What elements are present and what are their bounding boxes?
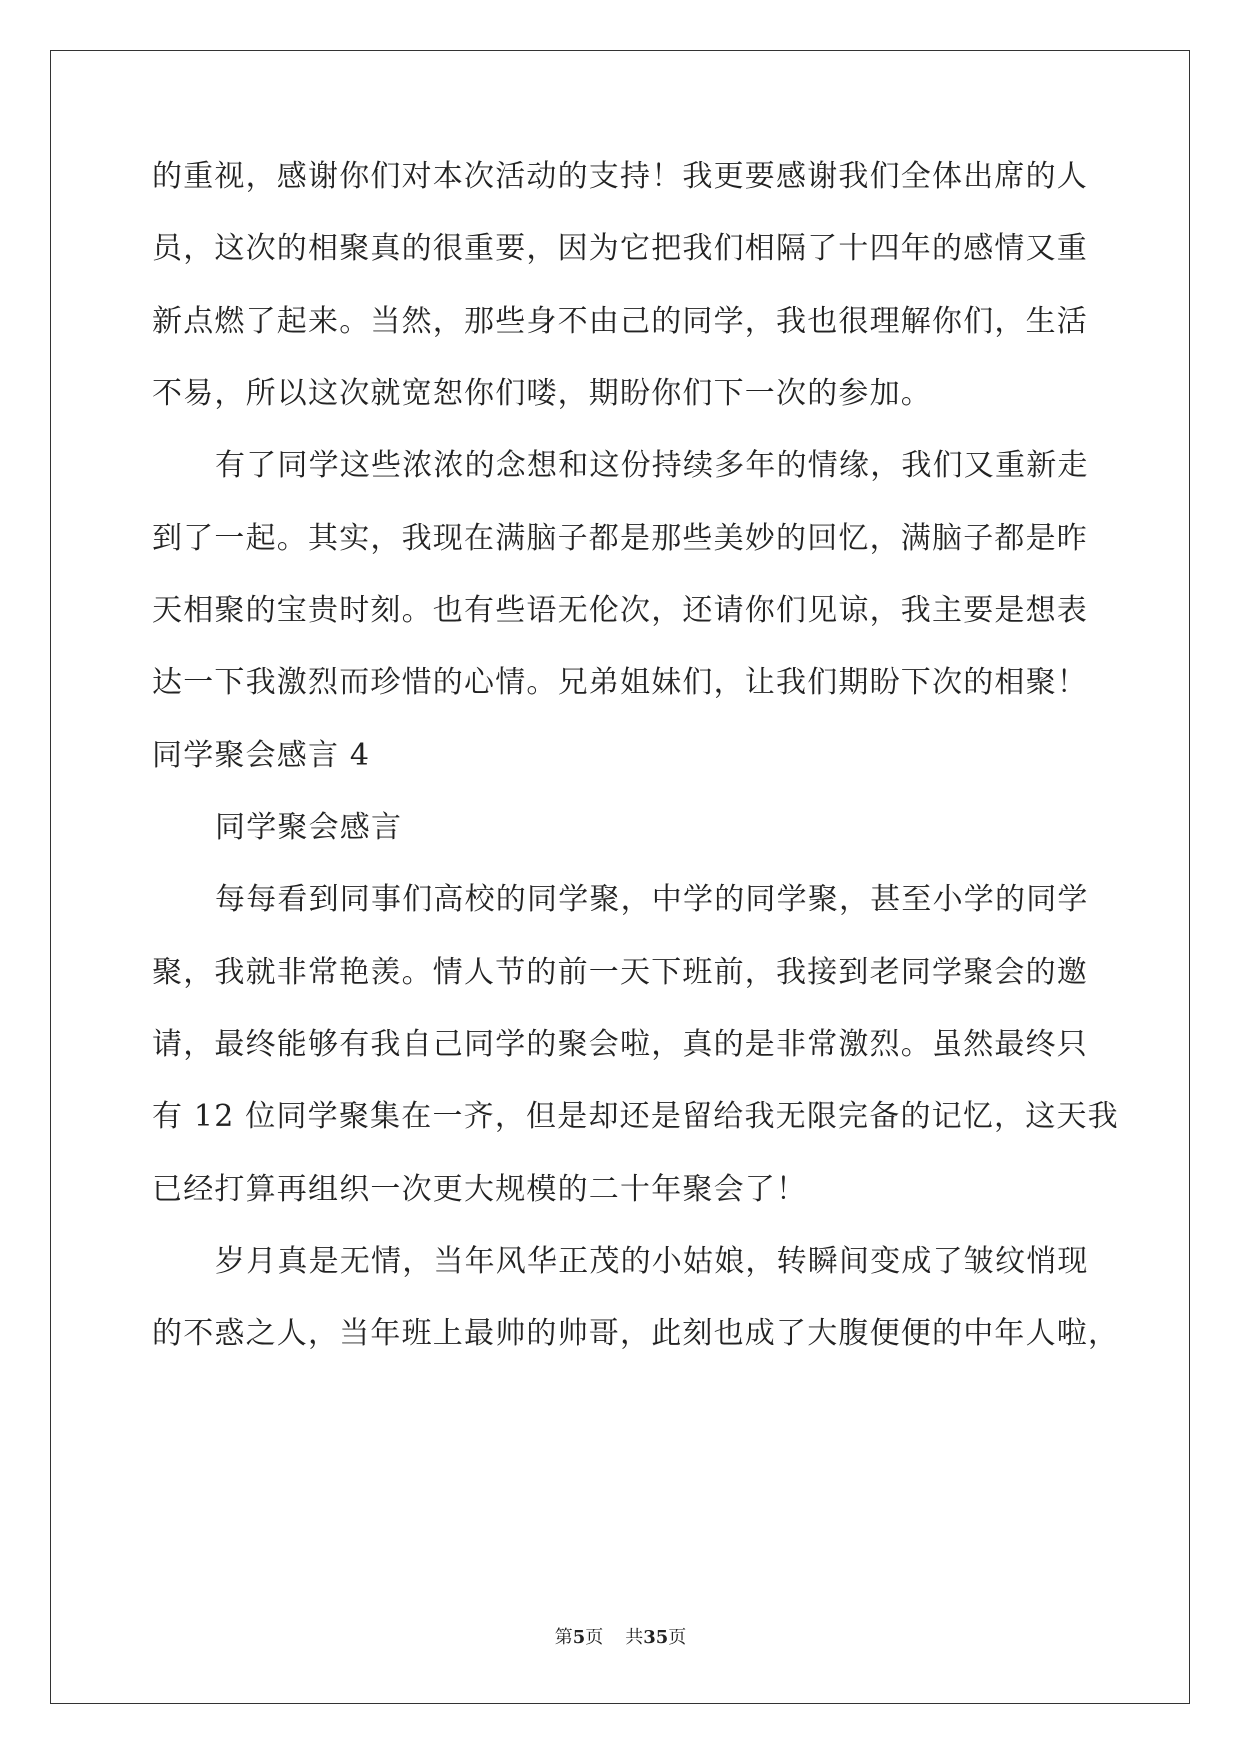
paragraph-line: 聚，我就非常艳羡。情人节的前一天下班前，我接到老同学聚会的邀 (152, 955, 1088, 990)
paragraph-line: 达一下我激烈而珍惜的心情。兄弟姐妹们，让我们期盼下次的相聚！ (152, 665, 1088, 700)
page-suffix: 页 (585, 1627, 604, 1648)
paragraph-line: 有 12 位同学聚集在一齐，但是却还是留给我无限完备的记忆，这天我 (152, 1099, 1119, 1134)
paragraph-line: 新点燃了起来。当然，那些身不由己的同学，我也很理解你们，生活 (152, 304, 1088, 339)
total-suffix: 页 (668, 1627, 687, 1648)
paragraph-line: 的不惑之人，当年班上最帅的帅哥，此刻也成了大腹便便的中年人啦， (152, 1316, 1120, 1351)
section-subtitle: 同学聚会感言 (215, 810, 403, 845)
paragraph-line: 到了一起。其实，我现在满脑子都是那些美妙的回忆，满脑子都是昨 (152, 521, 1088, 556)
paragraph-line: 请，最终能够有我自己同学的聚会啦，真的是非常激烈。虽然最终只 (152, 1027, 1088, 1062)
total-pages: 35 (643, 1627, 669, 1648)
paragraph-line: 已经打算再组织一次更大规模的二十年聚会了！ (152, 1172, 808, 1207)
paragraph-line: 不易，所以这次就宽恕你们喽，期盼你们下一次的参加。 (152, 376, 932, 411)
section-heading: 同学聚会感言 4 (152, 738, 371, 773)
paragraph-line: 的重视，感谢你们对本次活动的支持！我更要感谢我们全体出席的人 (152, 159, 1088, 194)
total-prefix: 共 (625, 1627, 644, 1648)
page-number: 5 (572, 1627, 586, 1648)
paragraph-line: 每每看到同事们高校的同学聚，中学的同学聚，甚至小学的同学 (215, 882, 1089, 917)
paragraph-line: 岁月真是无情，当年风华正茂的小姑娘，转瞬间变成了皱纹悄现 (215, 1244, 1089, 1279)
paragraph-line: 有了同学这些浓浓的念想和这份持续多年的情缘，我们又重新走 (215, 448, 1089, 483)
page-prefix: 第 (554, 1627, 573, 1648)
page-footer (0, 1626, 1241, 1650)
paragraph-line: 天相聚的宝贵时刻。也有些语无伦次，还请你们见谅，我主要是想表 (152, 593, 1088, 628)
page-border (50, 50, 1190, 1704)
paragraph-line: 员，这次的相聚真的很重要，因为它把我们相隔了十四年的感情又重 (152, 231, 1088, 266)
